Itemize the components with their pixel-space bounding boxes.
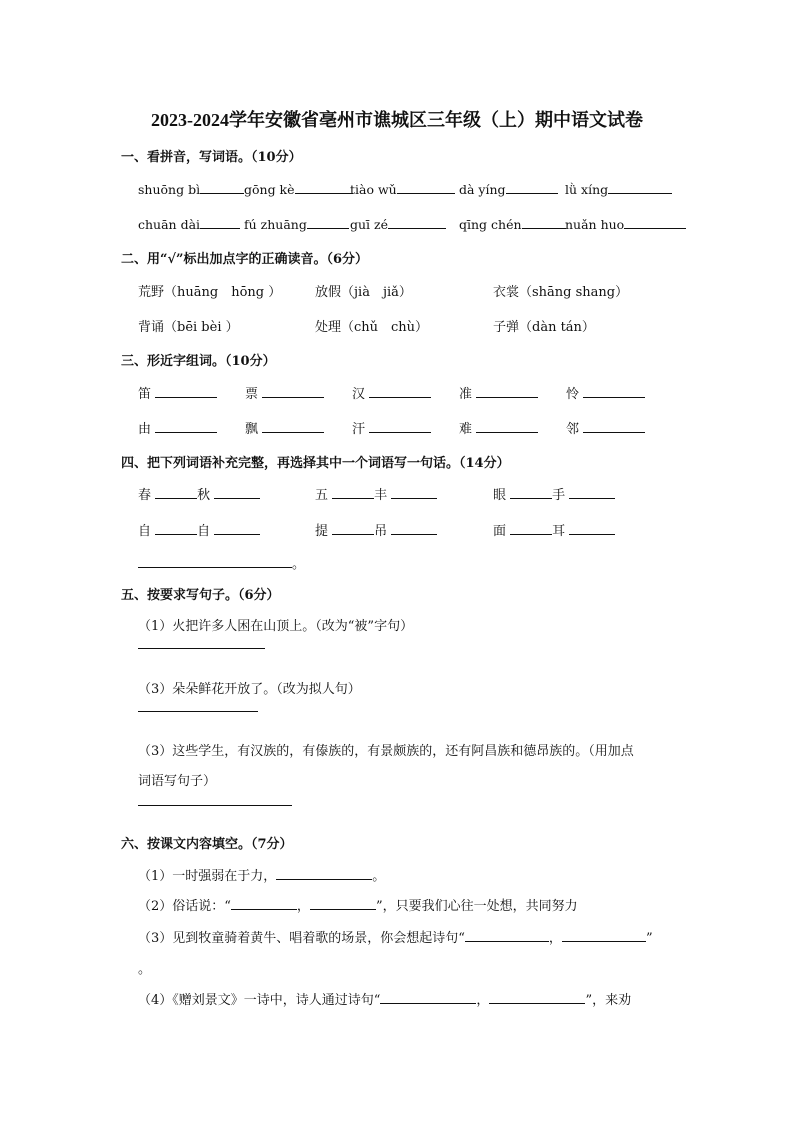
section-3-heading: 三、形近字组词。（10分） [121, 354, 276, 369]
answer-line [138, 805, 292, 806]
idiom-item: 五 丰 [315, 484, 437, 503]
question-text: （1）火把许多人困在山顶上。（改为“被”字句） [138, 619, 414, 634]
question-text: 。 [138, 962, 152, 977]
char-item: 难 [459, 418, 538, 437]
section-4-heading: 四、把下列词语补充完整，再选择其中一个词语写一句话。（14分） [121, 456, 510, 471]
idiom-item: 自 自 [138, 520, 260, 539]
pinyin-item: tiào wǔ [350, 180, 455, 197]
pronunciation-item: 子弹（dàn tán） [493, 320, 595, 335]
section-6-heading: 六、按课文内容填空。（7分） [121, 837, 293, 852]
question-text: 词语写句子） [138, 774, 217, 789]
pinyin-item: qīng chén [459, 215, 566, 232]
page-title: 2023-2024学年安徽省亳州市谯城区三年级（上）期中语文试卷 [151, 110, 643, 130]
pronunciation-item: 荒野（huāng hōng ） [138, 285, 282, 300]
char-item: 由 [138, 418, 217, 437]
pronunciation-item: 放假（jià jiǎ） [315, 285, 412, 300]
idiom-item: 眼 手 [493, 484, 615, 503]
answer-line [138, 711, 258, 712]
char-item: 汉 [352, 383, 431, 402]
pronunciation-item: 衣裳（shāng shang） [493, 285, 629, 300]
pinyin-item: guī zé [350, 215, 446, 232]
char-item: 邻 [566, 418, 645, 437]
pinyin-item: fú zhuāng [244, 215, 349, 232]
question-text: （2）俗话说：“ ， ”，只要我们心往一处想，共同努力 [138, 895, 578, 914]
char-item: 飘 [245, 418, 324, 437]
question-text: （4）《赠刘景文》一诗中，诗人通过诗句“ ， ”，来劝 [138, 989, 631, 1008]
section-2-heading: 二、用“√”标出加点字的正确读音。（6分） [121, 252, 369, 267]
question-text: （3）这些学生，有汉族的，有傣族的，有景颇族的，还有阿昌族和德昂族的。（用加点 [138, 744, 634, 759]
section-5-heading: 五、按要求写句子。（6分） [121, 588, 280, 603]
pronunciation-item: 处理（chǔ chù） [315, 320, 429, 335]
sentence-answer-line: 。 [138, 553, 305, 572]
char-item: 汗 [352, 418, 431, 437]
char-item: 准 [459, 383, 538, 402]
char-item: 票 [245, 383, 324, 402]
pronunciation-item: 背诵（bēi bèi ） [138, 320, 239, 335]
question-text: （3）见到牧童骑着黄牛、唱着歌的场景，你会想起诗句“ ， ” [138, 927, 653, 946]
question-text: （1）一时强弱在于力， 。 [138, 865, 385, 884]
char-item: 笛 [138, 383, 217, 402]
answer-line [138, 648, 265, 649]
pinyin-item: dà yíng [459, 180, 558, 197]
idiom-item: 面 耳 [493, 520, 615, 539]
idiom-item: 春 秋 [138, 484, 260, 503]
pinyin-item: nuǎn huo [565, 215, 686, 232]
question-text: （3）朵朵鲜花开放了。（改为拟人句） [138, 682, 361, 697]
pinyin-item: lǜ xíng [565, 180, 672, 197]
char-item: 怜 [566, 383, 645, 402]
idiom-item: 提 吊 [315, 520, 437, 539]
pinyin-item: gōng kè [244, 180, 353, 197]
pinyin-item: shuōng bì [138, 180, 244, 197]
section-1-heading: 一、看拼音，写词语。（10分） [121, 150, 302, 165]
pinyin-item: chuān dài [138, 215, 240, 232]
